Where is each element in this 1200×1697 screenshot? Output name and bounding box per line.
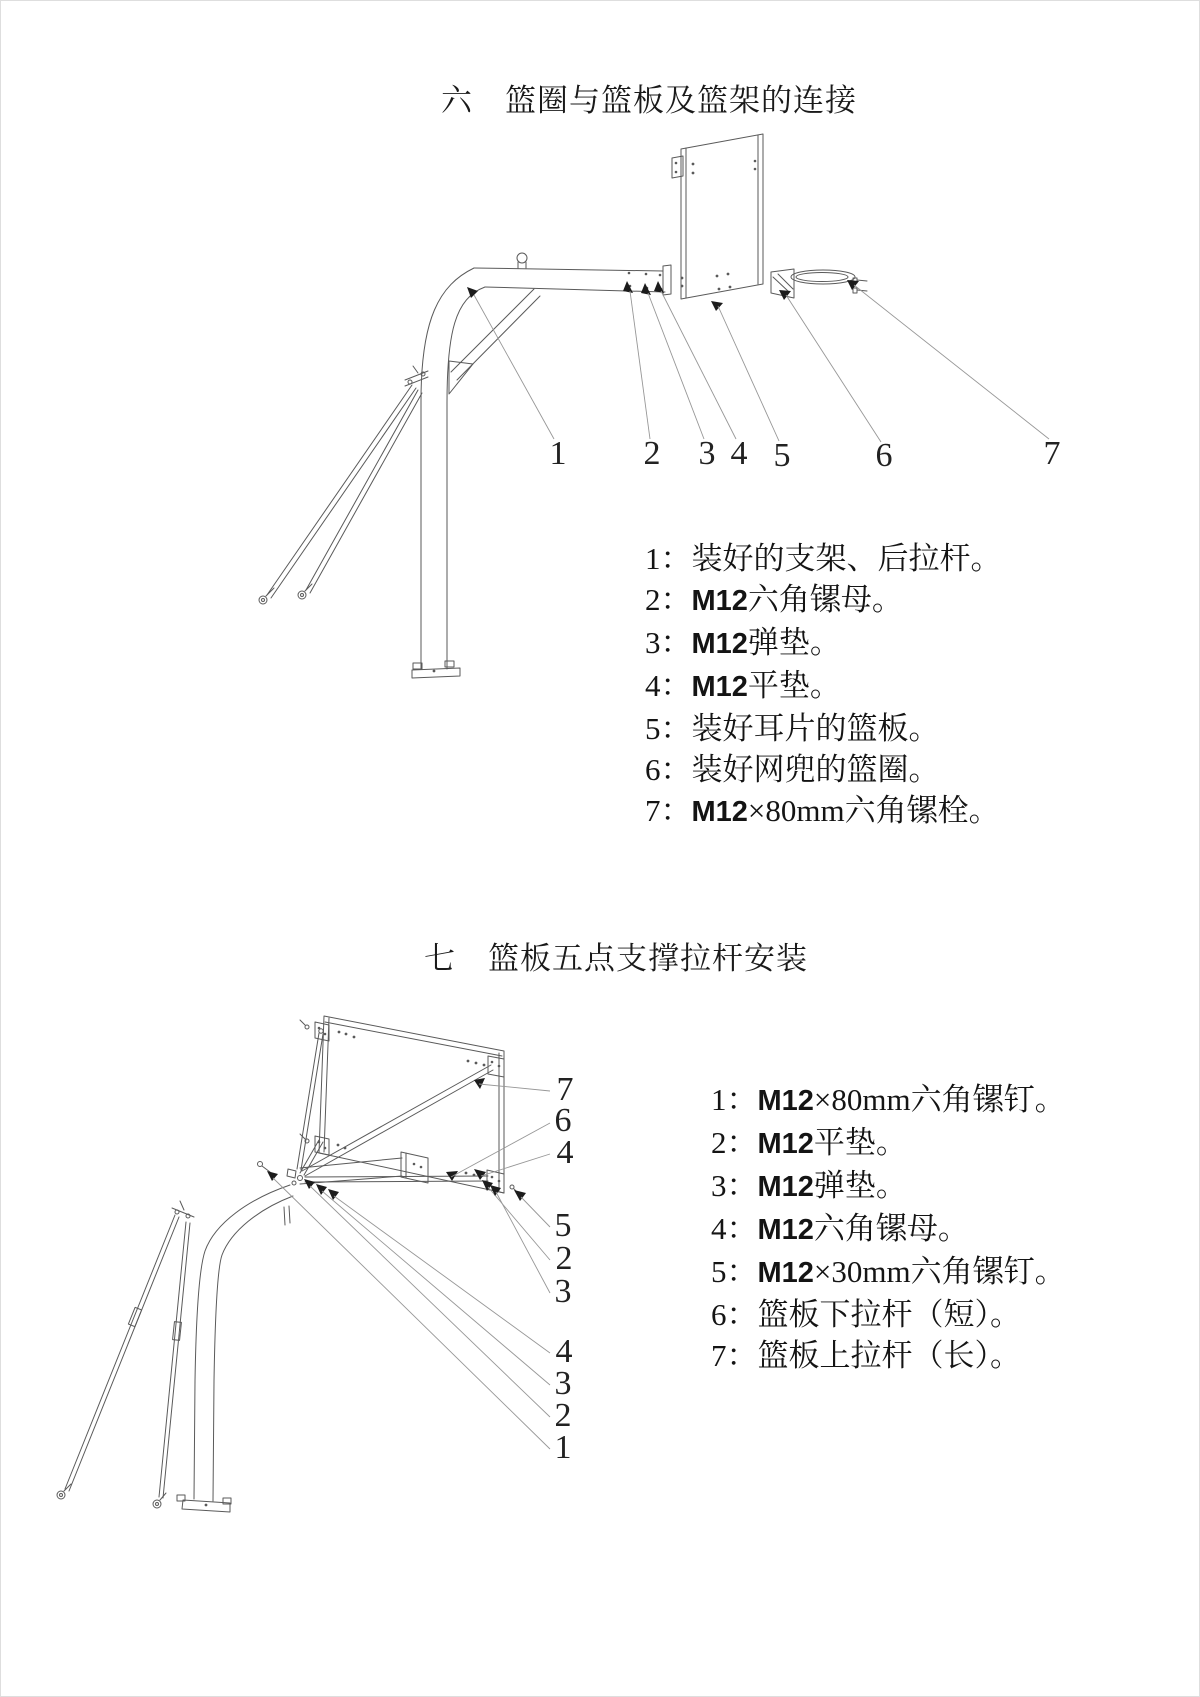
parts-list-item: 5：装好耳片的篮板。 <box>645 711 940 746</box>
backboard <box>672 134 763 299</box>
section7-assembly-diagram <box>46 1006 586 1521</box>
parts-list-item: 7：M12×80mm六角镙栓。 <box>645 793 1000 828</box>
backboard-rear <box>319 1016 504 1193</box>
parts-list-item: 2：M12平垫。 <box>711 1125 907 1160</box>
callout-number: 5 <box>773 437 791 474</box>
parts-list-item: 4：M12六角镙母。 <box>711 1211 969 1246</box>
lifting-eyelet <box>517 253 527 268</box>
callout-number: 6 <box>875 437 893 474</box>
parts-list-item: 5：M12×30mm六角镙钉。 <box>711 1254 1066 1289</box>
callout-numbers-7 <box>555 1071 574 1466</box>
callout-number: 5 <box>554 1207 572 1244</box>
callout-leaders-7 <box>267 1078 550 1449</box>
parts-list-item: 1：装好的支架、后拉杆。 <box>645 541 1002 576</box>
section7-title: 七 篮板五点支撑拉杆安装 <box>424 941 808 976</box>
callout-number: 7 <box>556 1071 574 1108</box>
pole-curved <box>177 1185 293 1512</box>
callout-leaders <box>467 280 1049 442</box>
callout-number: 3 <box>554 1273 572 1310</box>
parts-list-item: 2：M12六角镙母。 <box>645 582 903 617</box>
callout-number: 3 <box>698 435 716 472</box>
parts-list-item: 1：M12×80mm六角镙钉。 <box>711 1082 1066 1117</box>
hub-hardware <box>258 1162 303 1186</box>
parts-list-item: 6：篮板下拉杆（短）。 <box>711 1297 1021 1332</box>
callout-number: 4 <box>556 1134 574 1171</box>
section6-title: 六 篮圈与篮板及篮架的连接 <box>441 83 857 118</box>
parts-list-item: 7：篮板上拉杆（长）。 <box>711 1338 1021 1373</box>
arm-to-bracket <box>300 1158 402 1184</box>
callout-number: 2 <box>643 435 661 472</box>
ground-stay-rods <box>57 1201 194 1508</box>
extension-arm <box>474 265 671 295</box>
section6-parts-list <box>645 538 1002 833</box>
callout-number: 2 <box>554 1397 572 1434</box>
pole-and-base <box>412 268 485 678</box>
parts-list-item: 3：M12弹垫。 <box>711 1168 907 1203</box>
mount-plates <box>300 1020 519 1194</box>
callout-number: 4 <box>730 435 748 472</box>
parts-list-item: 3：M12弹垫。 <box>645 625 841 660</box>
callout-number: 3 <box>554 1365 572 1402</box>
callout-number: 7 <box>1043 435 1061 472</box>
parts-list-item: 6：装好网兜的篮圈。 <box>645 752 940 787</box>
rear-stay-rods <box>259 366 428 604</box>
parts-list-item: 4：M12平垫。 <box>645 668 841 703</box>
section7-parts-list <box>711 1079 1066 1376</box>
callout-number: 2 <box>555 1240 573 1277</box>
callout-number: 1 <box>549 435 567 472</box>
callout-number: 1 <box>554 1429 572 1466</box>
callout-numbers-6 <box>550 435 1061 474</box>
callout-number: 4 <box>555 1333 573 1370</box>
callout-number: 6 <box>554 1102 572 1139</box>
